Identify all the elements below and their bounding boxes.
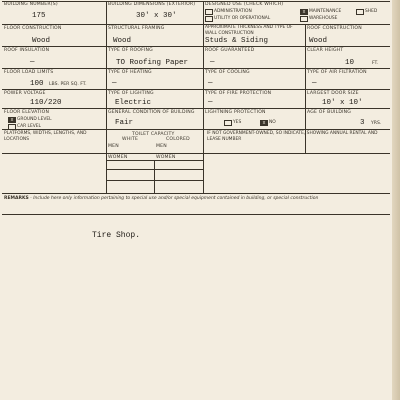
lightning-no-label: NO (269, 120, 276, 125)
roof-construction-label: ROOF CONSTRUCTION (307, 26, 362, 31)
utility-checkbox[interactable] (205, 16, 213, 22)
remarks-instructions (4, 196, 384, 202)
car-level-checkbox[interactable] (8, 124, 16, 130)
page-edge (392, 0, 400, 400)
toilet-capacity-label: TOILET CAPACITY (132, 132, 175, 137)
building-number-label: BUILDING NUMBER(S) (4, 2, 58, 7)
toilet-colored-men-label: MEN (156, 144, 167, 149)
floor-construction-value: Wood (32, 37, 51, 45)
type-of-lighting-value: Electric (115, 99, 152, 107)
toilet-colored-women-label: WOMEN (156, 155, 176, 160)
floor-load-unit: LBS. PER SQ. FT. (49, 82, 87, 87)
roof-insulation-label: ROOF INSULATION (4, 48, 50, 53)
ground-level-checkbox[interactable]: x (8, 117, 16, 123)
clear-height-unit: FT. (372, 61, 379, 66)
wall-construction-value: Studs & Siding (205, 37, 269, 45)
lightning-protection-label: LIGHTNING PROTECTION (205, 110, 266, 115)
floor-elevation-label: FLOOR ELEVATION (4, 110, 50, 115)
maintenance-checkbox[interactable]: x (300, 9, 308, 15)
age-of-building-label: AGE OF BUILDING (307, 110, 352, 115)
clear-height-label: CLEAR HEIGHT (307, 48, 344, 53)
warehouse-label: WAREHOUSE (309, 16, 338, 21)
administration-label: ADMINISTRATION (214, 9, 252, 14)
power-voltage-label: POWER VOLTAGE (4, 91, 46, 96)
remarks-value: Tire Shop. (92, 231, 141, 240)
type-of-lighting-label: TYPE OF LIGHTING (108, 91, 154, 96)
administration-checkbox[interactable] (205, 9, 213, 15)
platforms-label: PLATFORMS, WIDTHS, LENGTHS, AND LOCATIONS (4, 131, 87, 142)
toilet-white-women-label: WOMEN (108, 155, 128, 160)
fire-protection-value: — (208, 98, 213, 106)
age-of-building-unit: YRS. (371, 121, 382, 126)
lightning-yes-checkbox[interactable] (224, 120, 232, 126)
structural-framing-label: STRUCTURAL FRAMING (108, 26, 165, 31)
type-of-cooling-label: TYPE OF COOLING (205, 70, 250, 75)
utility-label: UTILITY OR OPERATIONAL (214, 16, 271, 21)
power-voltage-value: 110/220 (30, 99, 62, 107)
fire-protection-label: TYPE OF FIRE PROTECTION (205, 91, 272, 96)
remarks-text: - Include here only information pertaining to special use and/or special equipment contained in building, or special construction (30, 196, 319, 201)
roof-guaranteed-label: ROOF GUARANTEED (205, 48, 255, 53)
floor-construction-label: FLOOR CONSTRUCTION (4, 26, 62, 31)
building-number-value: 175 (32, 12, 46, 20)
type-of-roofing-value: TO Roofing Paper (116, 59, 189, 67)
shed-checkbox[interactable] (356, 9, 364, 15)
remarks-label: REMARKS (4, 196, 29, 201)
maintenance-label: MAINTENANCE (309, 9, 342, 14)
air-filtration-value: — (312, 79, 317, 87)
dimensions-value: 30' x 30' (136, 12, 177, 20)
air-filtration-label: TYPE OF AIR FILTRATION (307, 70, 367, 75)
shed-label: SHED (365, 9, 378, 14)
ground-level-label: GROUND LEVEL (17, 117, 52, 122)
roof-insulation-value: — (30, 58, 35, 66)
lightning-yes-label: YES (233, 120, 242, 125)
type-of-heating-label: TYPE OF HEATING (108, 70, 152, 75)
wall-construction-label: APPROXIMATE THICKNESS AND TYPE OF WALL CONSTRUCTION (205, 25, 293, 36)
age-of-building-value: 3 (360, 119, 365, 127)
roof-construction-value: Wood (309, 37, 328, 45)
warehouse-checkbox[interactable] (300, 16, 308, 22)
structural-framing-value: Wood (113, 37, 132, 45)
toilet-colored-header: COLORED (166, 137, 190, 142)
roof-guaranteed-value: — (210, 58, 215, 66)
toilet-white-men-label: MEN (108, 144, 119, 149)
type-of-heating-value: — (112, 79, 117, 87)
largest-door-label: LARGEST DOOR SIZE (307, 91, 359, 96)
floor-load-value: 100 (30, 80, 44, 88)
clear-height-value: 10 (345, 59, 355, 67)
government-owned-label: IF NOT GOVERNMENT-OWNED, SO INDICATE, SHOWING ANNUAL RENTAL AND LEASE NUMBER (207, 131, 378, 142)
general-condition-label: GENERAL CONDITION OF BUILDING (108, 110, 195, 115)
lightning-no-checkbox[interactable]: x (260, 120, 268, 126)
dimensions-label: BUILDING DIMENSIONS (EXTERIOR) (108, 2, 196, 7)
general-condition-value: Fair (115, 119, 134, 127)
designed-use-label: DESIGNED USE (CHECK WHICH) (205, 2, 284, 7)
largest-door-value: 10' x 10' (322, 99, 363, 107)
toilet-white-header: WHITE (122, 137, 139, 142)
car-level-label: CAR LEVEL (17, 124, 41, 129)
type-of-roofing-label: TYPE OF ROOFING (108, 48, 153, 53)
floor-load-label: FLOOR LOAD LIMITS (4, 70, 54, 75)
type-of-cooling-value: — (208, 79, 213, 87)
